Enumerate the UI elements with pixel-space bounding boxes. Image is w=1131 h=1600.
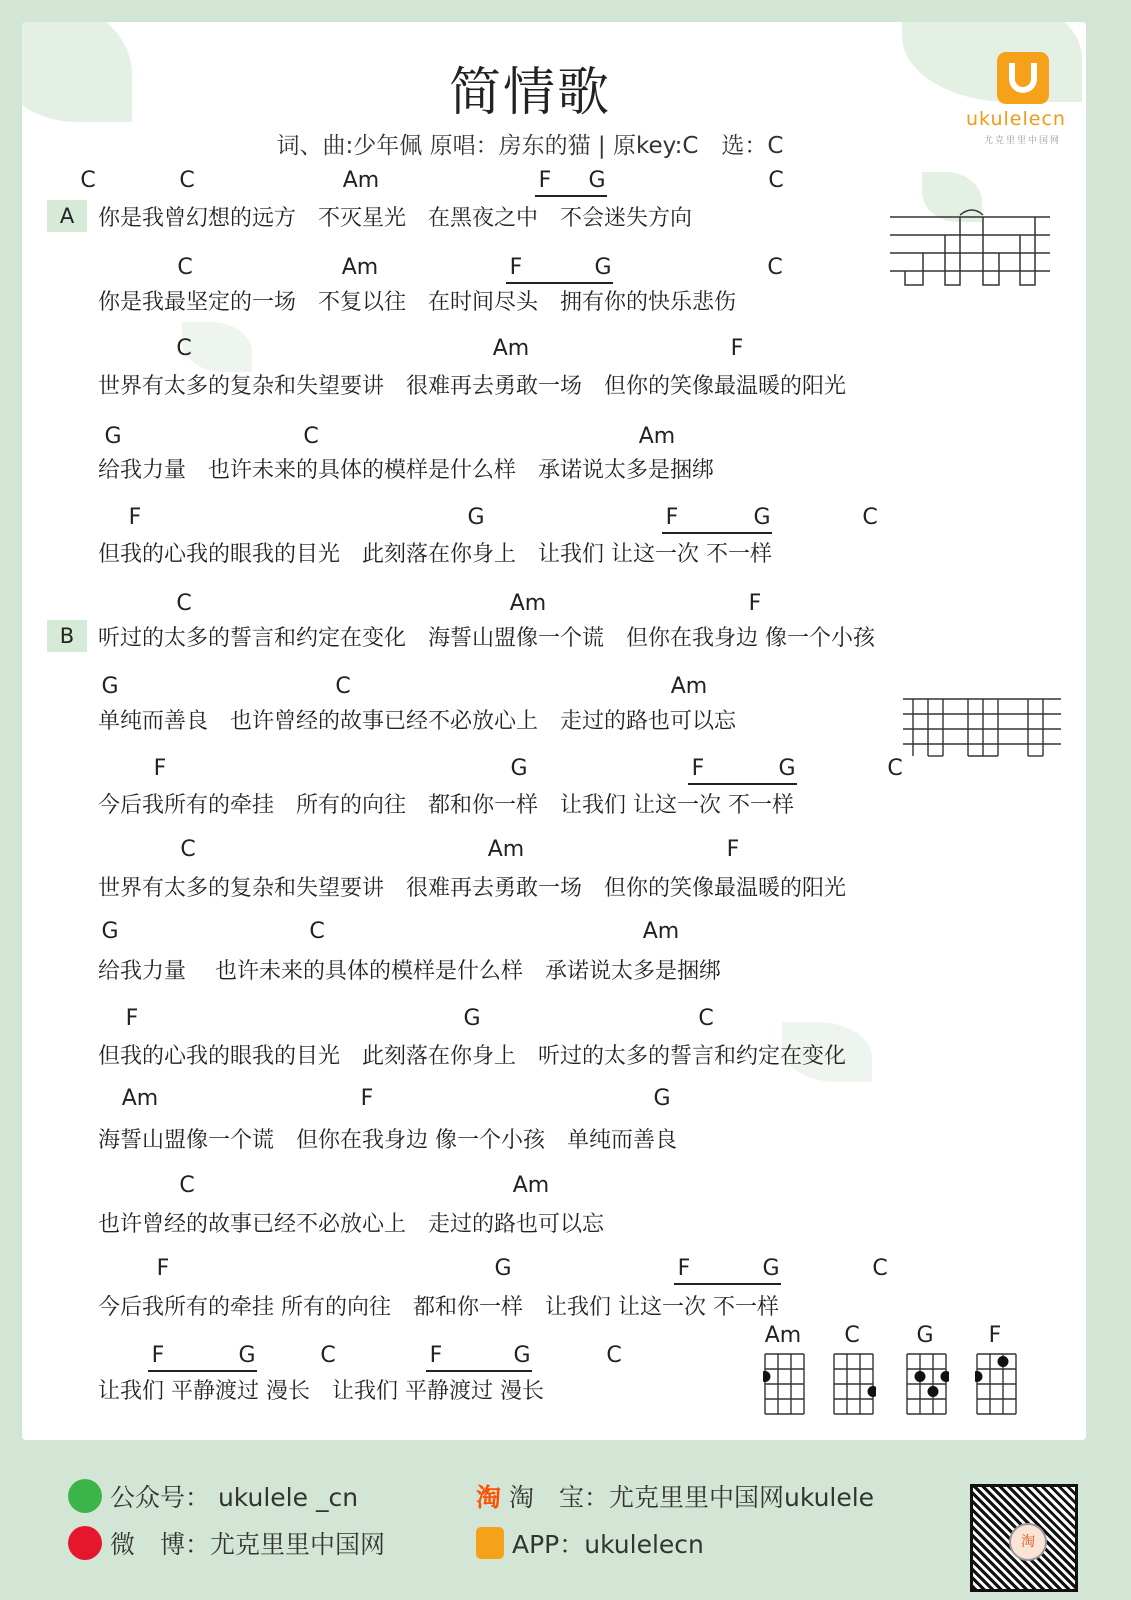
chord-label: C: [180, 837, 196, 862]
chord-diagram-name: G: [916, 1323, 934, 1348]
chord-tie-line: [506, 282, 613, 284]
picking-pattern-diagram: [890, 205, 1062, 295]
chord-label: G: [101, 919, 119, 944]
lyric-line: 你是我曾幻想的远方 不灭星光 在黑夜之中 不会迷失方向: [98, 206, 693, 231]
chord-label: F: [538, 168, 552, 193]
lyric-line: 也许曾经的故事已经不必放心上 走过的路也可以忘: [98, 1212, 605, 1237]
lyric-line: 世界有太多的复杂和失望要讲 很难再去勇敢一场 但你的笑像最温暖的阳光: [98, 876, 847, 901]
chord-label: F: [153, 756, 167, 781]
chord-label: G: [778, 756, 796, 781]
chord-tie-line: [535, 195, 607, 197]
strumming-pattern-diagram: [903, 694, 1063, 764]
chord-label: F: [665, 505, 679, 530]
chord-label: C: [606, 1343, 622, 1368]
logo-subtext: 尤克里里中国网: [984, 136, 1062, 146]
chord-diagram-C: [832, 1352, 876, 1422]
chord-label: Am: [341, 255, 379, 280]
chord-tie-line: [674, 1283, 781, 1285]
lyric-line: 听过的太多的誓言和约定在变化 海誓山盟像一个谎 但你在我身边 像一个小孩: [98, 626, 875, 651]
chord-label: G: [653, 1086, 671, 1111]
chord-label: C: [179, 1173, 195, 1198]
logo-text: ukulelecn: [966, 108, 1066, 130]
chord-diagram-F: [975, 1352, 1019, 1422]
chord-label: F: [360, 1086, 374, 1111]
wechat-info: [68, 1478, 358, 1514]
chord-label: F: [726, 837, 740, 862]
chord-label: C: [768, 168, 784, 193]
chord-label: F: [429, 1343, 443, 1368]
lyric-line: 世界有太多的复杂和失望要讲 很难再去勇敢一场 但你的笑像最温暖的阳光: [98, 374, 847, 399]
chord-label: G: [762, 1256, 780, 1281]
chord-label: Am: [638, 424, 676, 449]
qr-code: [970, 1484, 1078, 1592]
weibo-icon: [68, 1526, 102, 1560]
section-label-b: B: [47, 620, 87, 652]
chord-tie-line: [688, 783, 797, 785]
chord-label: Am: [121, 1086, 159, 1111]
app-icon: [476, 1527, 504, 1559]
weibo-info: [68, 1525, 385, 1561]
qr-taobao-badge: 淘: [1009, 1523, 1047, 1561]
lyric-line: 单纯而善良 也许曾经的故事已经不必放心上 走过的路也可以忘: [98, 709, 737, 734]
chord-label: G: [594, 255, 612, 280]
lyric-line: 让我们 平静渡过 漫长 让我们 平静渡过 漫长: [98, 1379, 544, 1404]
song-title: 简情歌: [448, 63, 611, 123]
chord-label: G: [463, 1006, 481, 1031]
chord-label: C: [309, 919, 325, 944]
chord-label: G: [467, 505, 485, 530]
chord-label: C: [767, 255, 783, 280]
chord-label: C: [177, 255, 193, 280]
chord-label: G: [588, 168, 606, 193]
chord-label: C: [179, 168, 195, 193]
chord-label: F: [748, 591, 762, 616]
lyric-line: 你是我最坚定的一场 不复以往 在时间尽头 拥有你的快乐悲伤: [98, 290, 737, 315]
chord-label: Am: [509, 591, 547, 616]
chord-label: F: [730, 336, 744, 361]
chord-label: C: [320, 1343, 336, 1368]
chord-label: Am: [512, 1173, 550, 1198]
chord-label: F: [151, 1343, 165, 1368]
chord-label: G: [753, 505, 771, 530]
chord-label: G: [513, 1343, 531, 1368]
taobao-text: 淘 宝：尤克里里中国网ukulele: [509, 1483, 875, 1512]
chord-label: C: [862, 505, 878, 530]
chord-label: C: [872, 1256, 888, 1281]
lyric-line: 给我力量 也许未来的具体的模样是什么样 承诺说太多是捆绑: [98, 458, 715, 483]
lyric-line: 今后我所有的牵挂 所有的向往 都和你一样 让我们 让这一次 不一样: [98, 793, 794, 818]
weibo-text: 微 博：尤克里里中国网: [110, 1530, 386, 1559]
chord-label: F: [156, 1256, 170, 1281]
lyric-line: 但我的心我的眼我的目光 此刻落在你身上 听过的太多的誓言和约定在变化: [98, 1044, 847, 1069]
chord-label: Am: [492, 336, 530, 361]
chord-label: F: [509, 255, 523, 280]
chord-label: Am: [670, 674, 708, 699]
lyric-line: 海誓山盟像一个谎 但你在我身边 像一个小孩 单纯而善良: [98, 1128, 677, 1153]
taobao-icon: 淘: [476, 1483, 502, 1512]
chord-tie-line: [148, 1370, 257, 1372]
chord-label: Am: [487, 837, 525, 862]
chord-label: F: [128, 505, 142, 530]
chord-label: C: [698, 1006, 714, 1031]
taobao-info: [476, 1478, 874, 1514]
chord-diagram-name: Am: [764, 1323, 802, 1348]
chord-label: C: [303, 424, 319, 449]
chord-label: C: [80, 168, 96, 193]
chord-diagram-name: C: [844, 1323, 860, 1348]
chord-label: Am: [642, 919, 680, 944]
chord-label: G: [238, 1343, 256, 1368]
lyric-line: 今后我所有的牵挂 所有的向往 都和你一样 让我们 让这一次 不一样: [98, 1295, 779, 1320]
chord-label: C: [176, 591, 192, 616]
ukulelecn-logo: [997, 52, 1049, 104]
leaf-decoration: [182, 322, 252, 372]
chord-tie-line: [662, 532, 772, 534]
section-label-a: A: [47, 200, 87, 232]
chord-label: F: [677, 1256, 691, 1281]
app-text: APP：ukulelecn: [512, 1530, 704, 1559]
chord-label: G: [104, 424, 122, 449]
chord-label: F: [125, 1006, 139, 1031]
chord-label: C: [176, 336, 192, 361]
chord-tie-line: [426, 1370, 532, 1372]
lyric-line: 给我力量 也许未来的具体的模样是什么样 承诺说太多是捆绑: [98, 959, 721, 984]
chord-diagram-G: [905, 1352, 949, 1422]
chord-label: F: [691, 756, 705, 781]
chord-label: C: [335, 674, 351, 699]
chord-label: G: [494, 1256, 512, 1281]
chord-label: G: [510, 756, 528, 781]
chord-label: C: [887, 756, 903, 781]
lyric-line: 但我的心我的眼我的目光 此刻落在你身上 让我们 让这一次 不一样: [98, 542, 772, 567]
chord-diagram-name: F: [988, 1323, 1002, 1348]
app-info: [476, 1525, 704, 1561]
chord-diagram-Am: [763, 1352, 807, 1422]
wechat-icon: [68, 1479, 102, 1513]
song-credits: 词、曲:少年佩 原唱：房东的猫 | 原key:C 选：C: [276, 133, 784, 159]
wechat-text: 公众号： ukulele _cn: [110, 1483, 359, 1512]
chord-label: G: [101, 674, 119, 699]
chord-label: Am: [342, 168, 380, 193]
